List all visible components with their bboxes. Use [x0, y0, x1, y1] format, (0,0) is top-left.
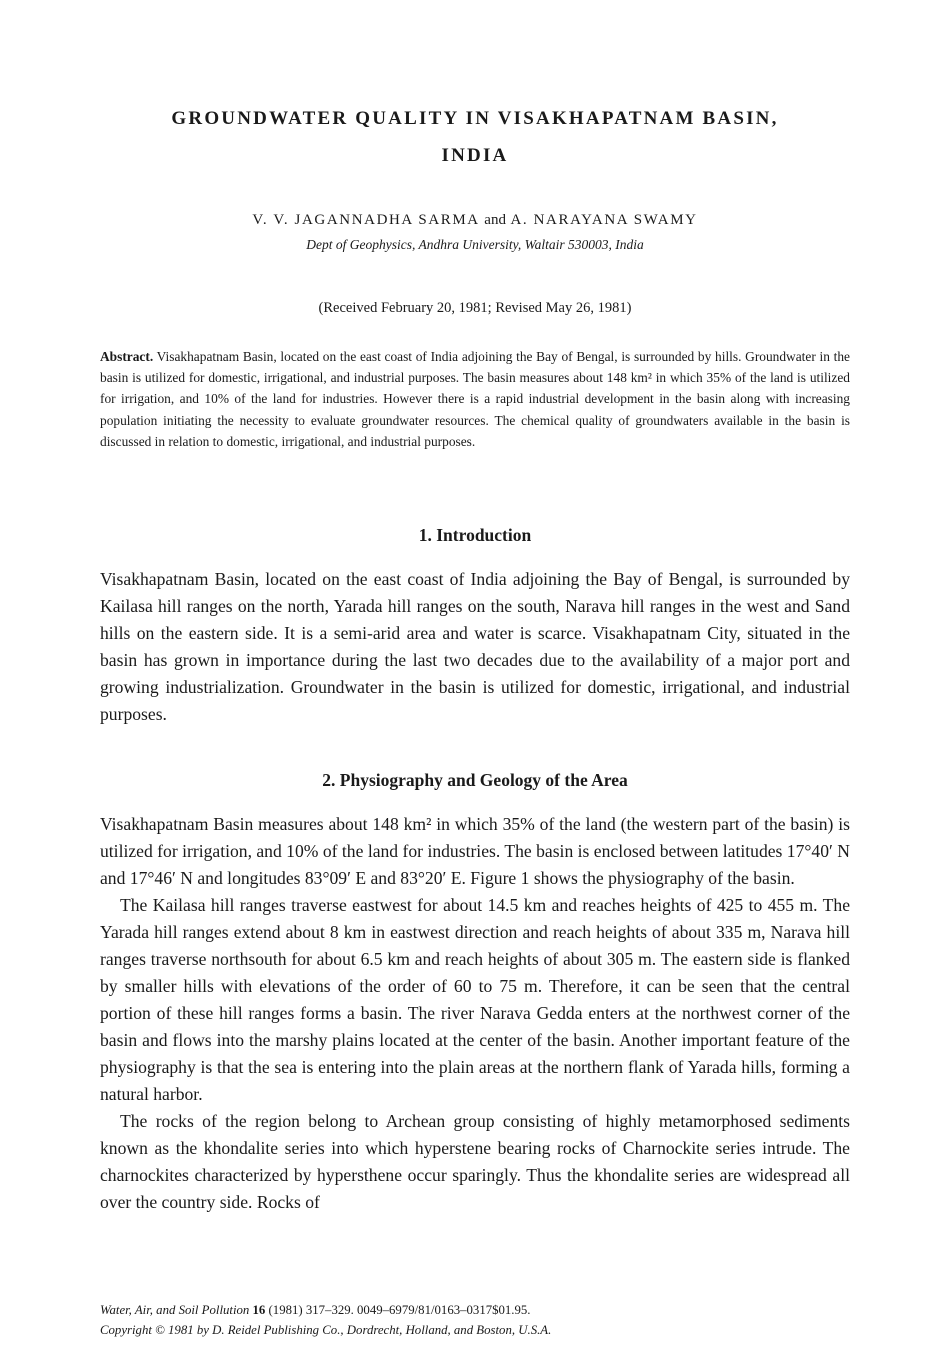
title-line-2: INDIA	[441, 145, 509, 166]
abstract-label: Abstract.	[100, 349, 154, 364]
received-dates: (Received February 20, 1981; Revised May 26, 1981)	[318, 300, 632, 316]
journal-name: Water, Air, and Soil Pollution	[100, 1303, 250, 1317]
citation-details: (1981) 317–329. 0049–6979/81/0163–0317$01.95.	[268, 1303, 531, 1317]
author-line	[100, 210, 850, 230]
section-1-body	[100, 566, 850, 728]
author-connector: and	[484, 212, 506, 228]
paragraph: Visakhapatnam Basin, located on the east coast of India adjoining the Bay of Bengal, is surrounded by Kailasa hill ranges on the north, Yarada hill ranges on the south, Narava hill ranges in the west and Sand hills on the eastern side. It is a semi-arid area and water is scarce. Visakhapatnam City, situated in the basin has grown in importance during the last two decades due to the availability of a major port and growing industrialization. Groundwater in the basin is utilized for domestic, irrigational, and industrial purposes.	[100, 569, 850, 724]
page-footer	[100, 1300, 850, 1340]
section-2-body	[100, 811, 850, 1216]
paragraph: The Kailasa hill ranges traverse eastwest for about 14.5 km and reaches heights of 425 to 455 m. The Yarada hill ranges extend about 8 km in eastwest direction and reach heights of about 335 m, Narava hill ranges traverse northsouth for about 6.5 km and reach heights of about 305 m. The eastern side is flanked by smaller hills with elevations of the order of 60 to 75 m. Therefore, it can be seen that the central portion of these hill ranges forms a basin. The river Narava Gedda enters at the northwest corner of the basin and flows into the marshy plains located at the center of the basin. Another important feature of the physiography is that the sea is entering into the plain areas at the northern flank of Yarada hills, forming a natural harbor.	[100, 895, 850, 1104]
affiliation: Dept of Geophysics, Andhra University, Waltair 530003, India	[306, 237, 644, 252]
abstract	[100, 346, 850, 452]
paragraph: The rocks of the region belong to Archean group consisting of highly metamorphosed sediments known as the khondalite series into which hyperstene bearing rocks of Charnockite series intrude. The charnockites characterized by hypersthene occur sparingly. Thus the khondalite series are widespread all over the country side. Rocks of	[100, 1111, 850, 1212]
author-2: A. NARAYANA SWAMY	[510, 212, 698, 228]
author-1: V. V. JAGANNADHA SARMA	[252, 212, 479, 228]
copyright-line: Copyright © 1981 by D. Reidel Publishing Co., Dordrecht, Holland, and Boston, U.S.A.	[100, 1323, 552, 1337]
citation-line	[100, 1300, 850, 1320]
journal-volume: 16	[252, 1303, 266, 1317]
paper-title	[100, 100, 850, 174]
abstract-text: Visakhapatnam Basin, located on the east coast of India adjoining the Bay of Bengal, is surrounded by hills. Groundwater in the basin is utilized for domestic, irrigational, and industrial purposes. The basin measures about 148 km² in which 35% of the land is utilized for irrigation, and 10% of the land for industries. However there is a rapid industrial development in the basin along with increasing population initiating the necessity to evaluate groundwater resources. The chemical quality of groundwaters available in the basin is discussed in relation to domestic, irrigational, and industrial purposes.	[100, 349, 850, 449]
section-1-heading: 1. Introduction	[418, 525, 532, 545]
paragraph: Visakhapatnam Basin measures about 148 km² in which 35% of the land (the western part of the basin) is utilized for irrigation, and 10% of the land for industries. The basin is enclosed between latitudes 17°40′ N and 17°46′ N and longitudes 83°09′ E and 83°20′ E. Figure 1 shows the physiography of the basin.	[100, 814, 850, 888]
section-2-heading: 2. Physiography and Geology of the Area	[322, 770, 628, 790]
title-line-1: GROUNDWATER QUALITY IN VISAKHAPATNAM BASIN,	[171, 108, 779, 129]
